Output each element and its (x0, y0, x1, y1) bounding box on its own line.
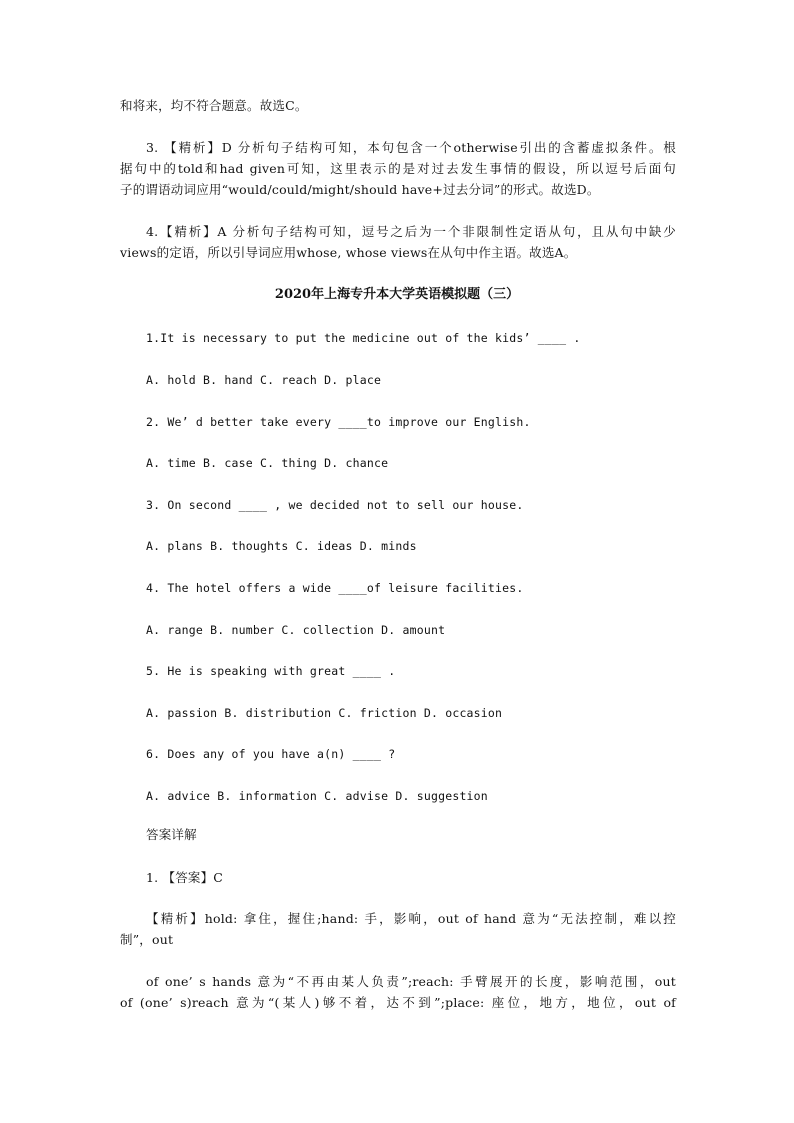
question-text: 5. He is speaking with great ____ . (146, 664, 396, 678)
answers-heading: 答案详解 (146, 827, 197, 842)
analysis-text: 【精析】hold: 拿住，握住;hand: 手，影响，out of hand 意为“无法控制，难以控 (146, 911, 676, 926)
paragraph-text: views的定语，所以引导词应用whose, whose views在从句中作主语。故选A。 (120, 245, 577, 260)
question-options: A. range B. number C. collection D. amount (146, 623, 446, 637)
paragraph-text: 子的谓语动词应用“would/could/might/should have+过去分词”的形式。故选D。 (120, 182, 600, 197)
question-options: A. plans B. thoughts C. ideas D. minds (146, 539, 417, 553)
question-options: A. hold B. hand C. reach D. place (146, 373, 382, 387)
question-text: 3. On second ____ , we decided not to sell our house. (146, 498, 524, 512)
question-options: A. time B. case C. thing D. chance (146, 456, 389, 470)
question-options: A. passion B. distribution C. friction D. occasion (146, 706, 503, 720)
analysis-text: of (one’ s)reach 意为“(某人)够不着，达不到”;place: 座位，地方，地位，out of (120, 995, 676, 1010)
paragraph-text: 4.【精析】A 分析句子结构可知，逗号之后为一个非限制性定语从句，且从句中缺少 (146, 224, 676, 239)
paragraph-text: 和将来，均不符合题意。故选C。 (120, 98, 308, 113)
analysis-text: of one’ s hands 意为“不再由某人负责”;reach: 手臂展开的长度，影响范围，out (146, 974, 676, 989)
analysis-text: 制”，out (120, 932, 174, 947)
question-text: 6. Does any of you have a(n) ____ ? (146, 747, 396, 761)
answer-label: 1. 【答案】C (146, 870, 224, 885)
paragraph-text: 据句中的told和had given可知，这里表示的是对过去发生事情的假设，所以逗号后面句 (120, 161, 676, 176)
question-options: A. advice B. information C. advise D. suggestion (146, 789, 488, 803)
section-title: 2020年上海专升本大学英语模拟题（三） (274, 287, 520, 302)
question-text: 4. The hotel offers a wide ____of leisure facilities. (146, 581, 524, 595)
question-text: 2. We’ d better take every ____to improve our English. (146, 415, 531, 429)
question-text: 1.It is necessary to put the medicine out of the kids’ ____ . (146, 331, 581, 345)
paragraph-text: 3. 【精析】D 分析句子结构可知，本句包含一个otherwise引出的含蓄虚拟条件。根 (146, 140, 676, 155)
